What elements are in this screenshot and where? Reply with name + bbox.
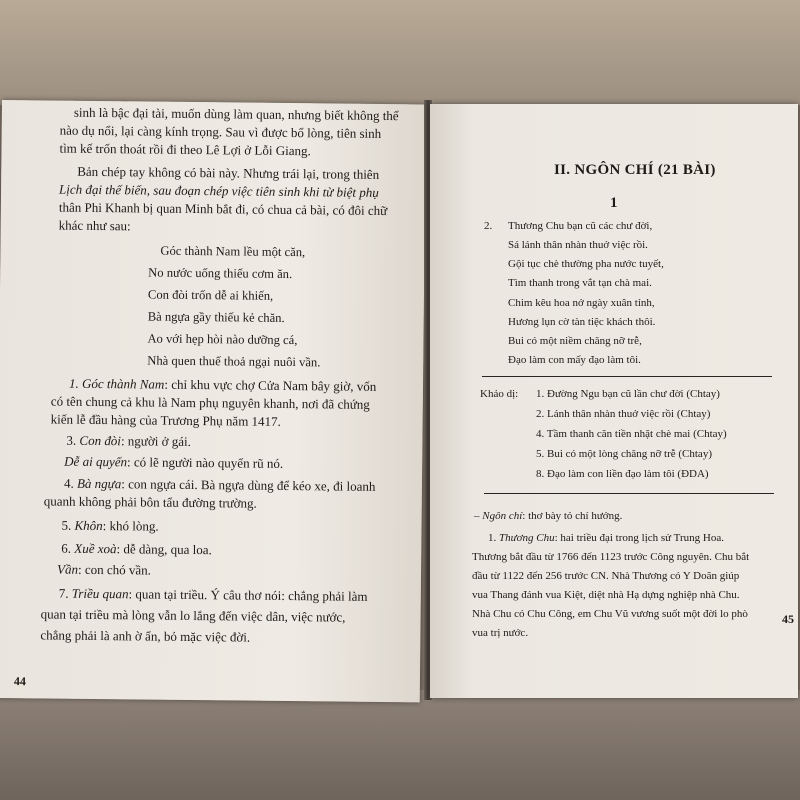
- note-3: 3. Con đòi: người ở gái.: [66, 432, 191, 449]
- note-4: 4. Bà ngựa: con ngựa cái. Bà ngựa dùng để kéo xe, đi loanh: [63, 475, 376, 494]
- text-line: Bản chép tay không có bài này. Nhưng trái lại, trong thiên: [77, 163, 380, 182]
- poem-line: Bà ngựa gầy thiếu kẻ chăn.: [147, 309, 285, 325]
- poem-line: Gội tục chè thường pha nước tuyết,: [508, 258, 664, 270]
- note-5: 5. Khôn: khó lòng.: [61, 517, 159, 534]
- note-6: 6. Xuề xoà: dễ dàng, qua loa.: [61, 540, 212, 558]
- text-line: tìm kế trốn thoát rồi đi theo Lê Lợi ở Lỗi Giang.: [59, 140, 311, 159]
- text-line: quan tại triều mà lòng vẫn lo lắng đến việc dân, việc nước,: [40, 606, 346, 625]
- note-1: 1. Góc thành Nam: chỉ khu vực chợ Cửa Nam bây giờ, vốn: [68, 375, 377, 394]
- text-line: nào dụ nổi, lại càng kính trọng. Sau vì được bổ lòng, tiên sinh: [59, 122, 382, 141]
- text-line: kiến lễ đầu hàng của Trương Phụ năm 1417.: [50, 411, 281, 429]
- variant-line: 2. Lánh thân nhàn thuở việc rồi (Chtay): [536, 408, 711, 420]
- variant-line: 5. Bui có một lòng chăng nỡ trễ (Chtay): [536, 448, 712, 460]
- note-6b: Vần: con chó vần.: [57, 561, 152, 578]
- poem-number: 1: [610, 195, 618, 211]
- divider: [484, 493, 774, 494]
- page-number-right: 45: [782, 612, 794, 626]
- section-title: II. NGÔN CHÍ (21 BÀI): [554, 162, 716, 178]
- poem-line: Nhà quen thuế thoả ngại nuôi vần.: [147, 353, 321, 370]
- text-line: khác như sau:: [58, 217, 131, 234]
- poem-line: Hương lụn cờ tàn tiệc khách thôi.: [508, 316, 656, 328]
- text-line: sinh là bậc đại tài, muốn dùng làm quan, nhưng biết không thể: [73, 104, 399, 124]
- poem-line: Bui có một niềm chăng nỡ trễ,: [508, 335, 642, 347]
- poem-line: Con đòi trốn dễ ai khiến,: [147, 287, 274, 303]
- poem-line: Thương Chu bạn cũ các chư đời,: [508, 220, 653, 232]
- note-line: đầu từ 1122 đến 256 trước CN. Nhà Thương có Y Doãn giúp: [472, 570, 740, 582]
- note-1: 1. Thương Chu: hai triều đại trong lịch sử Trung Hoa.: [488, 532, 724, 544]
- poem-line: No nước uống thiếu cơm ăn.: [148, 265, 293, 282]
- poem-line: Góc thành Nam lều một căn,: [160, 243, 306, 260]
- page-number-left: 44: [13, 674, 26, 689]
- poem-line: Chim kêu hoa nở ngày xuân tỉnh,: [508, 297, 655, 309]
- left-page: [0, 100, 426, 702]
- note-intro: – Ngôn chí: thơ bày tỏ chí hướng.: [474, 510, 623, 522]
- poem-line: Ao với hẹp hòi nào dưỡng cá,: [147, 331, 298, 348]
- note-line: Nhà Chu có Chu Công, em Chu Vũ vương suốt một đời lo phò: [472, 608, 748, 620]
- text-line: quanh không phải bôn tẩu đường trường.: [43, 493, 257, 511]
- text-line: Lịch đại thế biến, sau đoạn chép việc tiên sinh khi từ biệt phụ: [58, 181, 379, 200]
- desk-surface-top: [0, 0, 800, 105]
- variant-line: 8. Đạo làm con liền đạo làm tôi (ĐDA): [536, 468, 709, 480]
- divider: [482, 376, 772, 377]
- text-line: có tên chung cả khu là Nam phụ nguyên khanh, nơi đã chứng: [50, 393, 370, 412]
- variant-line: 4. Tầm thanh căn tiền nhặt chè mai (Chtay): [536, 428, 727, 440]
- poem-line: Tìm thanh trong vắt tạn chà mai.: [508, 277, 652, 289]
- note-line: Thương bắt đầu từ 1766 đến 1123 trước Công nguyên. Chu bắt: [472, 551, 750, 563]
- poem-line: Đạo làm con mấy đạo làm tôi.: [508, 354, 641, 366]
- note-7: 7. Triều quan: quan tại triều. Ý câu thơ nói: chẳng phải làm: [58, 585, 368, 604]
- variants-label: Khảo dị:: [480, 388, 519, 400]
- note-3b: Dễ ai quyến: có lẽ người nào quyến rũ nó.: [64, 453, 284, 471]
- right-page: [430, 104, 798, 698]
- poem-line-number: 2.: [484, 220, 493, 232]
- note-line: vua Thang đánh vua Kiệt, diệt nhà Hạ dựng nghiệp nhà Chu.: [472, 589, 740, 601]
- desk-surface-bottom: [0, 690, 800, 800]
- poem-line: Sá lánh thân nhàn thuở việc rồi.: [508, 239, 648, 251]
- variant-line: 1. Đường Ngu bạn cũ lần chư đời (Chtay): [536, 388, 720, 400]
- note-line: vua trị nước.: [472, 627, 529, 639]
- text-line: chẳng phải là anh ờ ẩn, bỏ mặc việc đời.: [40, 627, 251, 645]
- text-line: thân Phi Khanh bị quan Minh bắt đi, có chua cả bài, có đôi chữ: [58, 199, 388, 219]
